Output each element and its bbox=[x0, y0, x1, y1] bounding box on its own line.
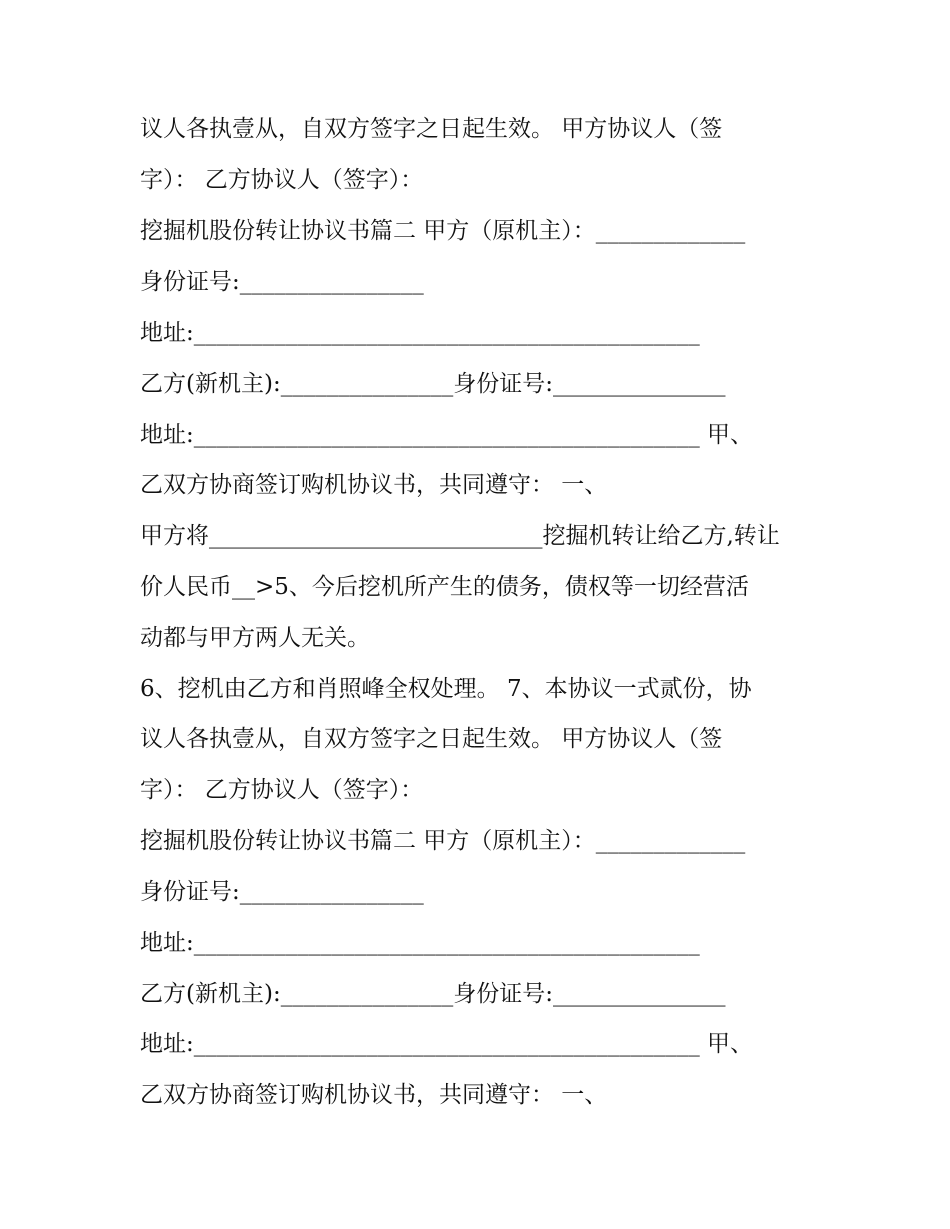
text-line: 地址:____________________________________________ 甲、 bbox=[140, 422, 754, 448]
text-line: 身份证号:________________ bbox=[140, 879, 424, 905]
text-line: 价人民币__>5、今后挖机所产生的债务，债权等一切经营活 bbox=[140, 574, 749, 600]
text-line: 挖掘机股份转让协议书篇二 甲方（原机主）：_____________ bbox=[140, 828, 746, 854]
text-line: 乙方(新机主):_______________身份证号:_______________ bbox=[140, 981, 726, 1007]
text-line: 地址:____________________________________________ 甲、 bbox=[140, 1031, 754, 1057]
text-line: 议人各执壹从，自双方签字之日起生效。 甲方协议人（签 bbox=[140, 116, 723, 142]
text-line: 甲方将_____________________________挖掘机转让给乙方,转让 bbox=[140, 523, 780, 549]
text-line: 6、挖机由乙方和肖照峰全权处理。 7、本协议一式贰份，协 bbox=[140, 676, 752, 702]
text-line: 乙方(新机主):_______________身份证号:_______________ bbox=[140, 371, 726, 397]
text-line: 挖掘机股份转让协议书篇二 甲方（原机主）：_____________ bbox=[140, 218, 746, 244]
text-line: 动都与甲方两人无关。 bbox=[140, 625, 370, 651]
text-line: 乙双方协商签订购机协议书，共同遵守： 一、 bbox=[140, 1082, 608, 1108]
text-line: 字）： 乙方协议人（签字）： bbox=[140, 777, 424, 803]
text-line: 地址:____________________________________________ bbox=[140, 320, 700, 346]
text-line: 议人各执壹从，自双方签字之日起生效。 甲方协议人（签 bbox=[140, 726, 723, 752]
text-line: 字）： 乙方协议人（签字）： bbox=[140, 167, 424, 193]
text-line: 身份证号:________________ bbox=[140, 269, 424, 295]
text-line: 乙双方协商签订购机协议书，共同遵守： 一、 bbox=[140, 472, 608, 498]
text-line: 地址:____________________________________________ bbox=[140, 930, 700, 956]
